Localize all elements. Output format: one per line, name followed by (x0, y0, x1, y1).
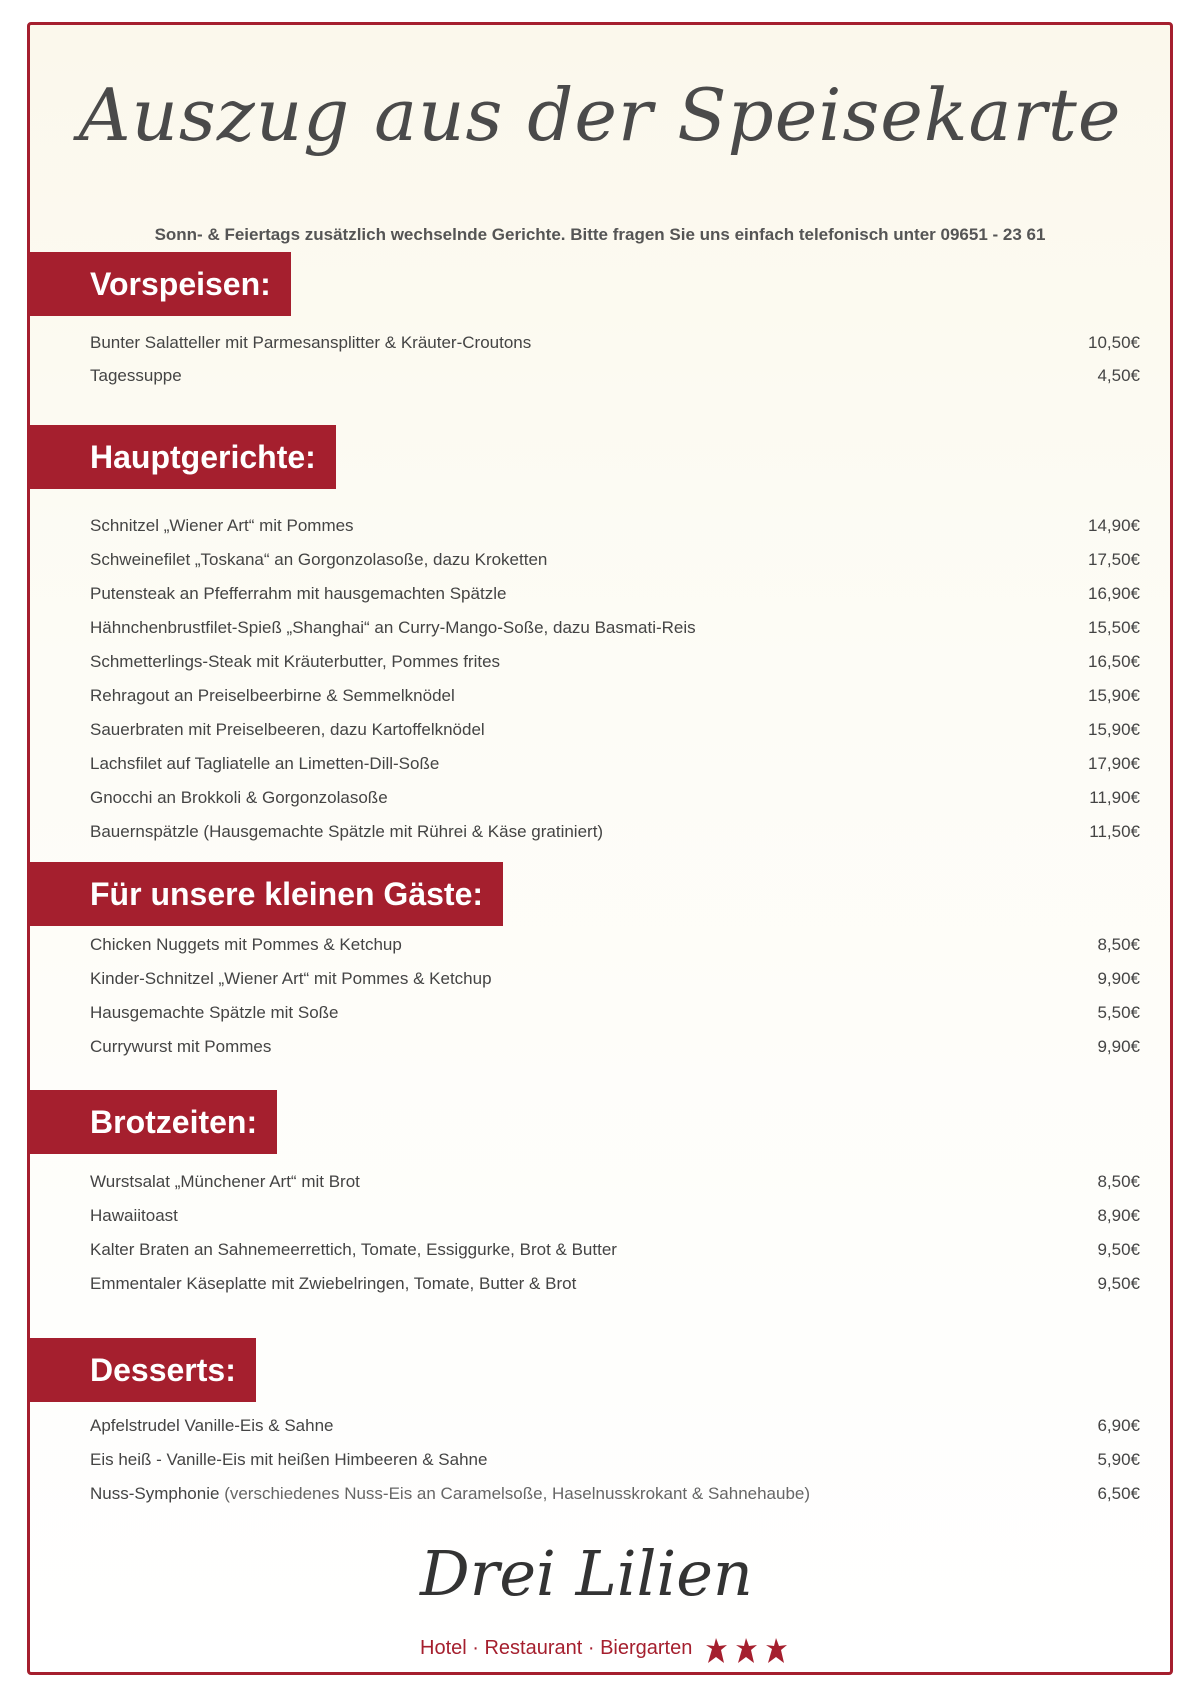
menu-item (90, 1167, 1140, 1197)
item-name-main: Nuss-Symphonie (90, 1484, 220, 1503)
item-price: 15,50€ (1088, 618, 1140, 637)
item-price: 17,50€ (1088, 550, 1140, 569)
menu-item (90, 1032, 1140, 1062)
item-price: 9,90€ (1097, 969, 1140, 988)
item-name: Schnitzel „Wiener Art“ mit Pommes (90, 516, 354, 535)
item-name: Emmentaler Käseplatte mit Zwiebelringen, Tomate, Butter & Brot (90, 1274, 577, 1293)
item-name: Bunter Salatteller mit Parmesansplitter & Kräuter-Croutons (90, 333, 532, 352)
item-price: 6,90€ (1097, 1416, 1140, 1435)
item-price: 16,90€ (1088, 584, 1140, 603)
page-title: Auszug aus der Speisekarte (78, 73, 1122, 157)
item-price: 9,90€ (1097, 1037, 1140, 1056)
logo-script: Drei Lilien (420, 1537, 753, 1610)
menu-item (90, 715, 1140, 745)
item-name: Currywurst mit Pommes (90, 1037, 272, 1056)
menu-item (90, 930, 1140, 960)
item-price: 4,50€ (1097, 366, 1140, 385)
item-name (90, 1479, 810, 1509)
item-price: 16,50€ (1088, 652, 1140, 671)
item-name: Bauernspätzle (Hausgemachte Spätzle mit Rührei & Käse gratiniert) (90, 822, 604, 841)
item-price: 8,90€ (1097, 1206, 1140, 1225)
section-header-desserts: Desserts: (30, 1338, 256, 1402)
item-name: Lachsfilet auf Tagliatelle an Limetten-Dill-Soße (90, 754, 440, 773)
item-name: Hawaiitoast (90, 1206, 178, 1225)
item-price: 9,50€ (1097, 1240, 1140, 1259)
item-note: (verschiedenes Nuss-Eis an Caramelsoße, Haselnusskrokant & Sahnehaube) (224, 1484, 811, 1503)
menu-item (90, 749, 1140, 779)
lily-icon (702, 1635, 792, 1665)
item-price: 8,50€ (1097, 935, 1140, 954)
menu-item (90, 1269, 1140, 1299)
menu-item (90, 613, 1140, 643)
item-name: Hähnchenbrustfilet-Spieß „Shanghai“ an Curry-Mango-Soße, dazu Basmati-Reis (90, 618, 696, 637)
item-name: Schmetterlings-Steak mit Kräuterbutter, Pommes frites (90, 652, 501, 671)
menu-item (90, 998, 1140, 1028)
menu-item (90, 1479, 1140, 1509)
item-price: 11,90€ (1089, 788, 1140, 807)
item-name: Gnocchi an Brokkoli & Gorgonzolasoße (90, 788, 388, 807)
item-name: Schweinefilet „Toskana“ an Gorgonzolasoße, dazu Kroketten (90, 550, 548, 569)
item-price: 15,90€ (1088, 686, 1140, 705)
item-name: Wurstsalat „Münchener Art“ mit Brot (90, 1172, 360, 1191)
item-name: Chicken Nuggets mit Pommes & Ketchup (90, 935, 402, 954)
section-header-kinder: Für unsere kleinen Gäste: (30, 862, 503, 926)
menu-item (90, 681, 1140, 711)
item-price: 9,50€ (1097, 1274, 1140, 1293)
item-price: 8,50€ (1097, 1172, 1140, 1191)
item-price: 15,90€ (1088, 720, 1140, 739)
item-price: 6,50€ (1097, 1484, 1140, 1503)
menu-item (90, 964, 1140, 994)
item-name: Rehragout an Preiselbeerbirne & Semmelknödel (90, 686, 455, 705)
menu-item (90, 647, 1140, 677)
item-price: 10,50€ (1088, 333, 1140, 352)
menu-item (90, 817, 1140, 847)
section-header-hauptgerichte: Hauptgerichte: (30, 425, 336, 489)
page-subtitle: Sonn- & Feiertags zusätzlich wechselnde Gerichte. Bitte fragen Sie uns einfach telefonisch unter 09651 - 23 61 (154, 225, 1046, 244)
item-name: Eis heiß - Vanille-Eis mit heißen Himbeeren & Sahne (90, 1450, 488, 1469)
menu-item (90, 361, 1140, 391)
menu-item (90, 1411, 1140, 1441)
menu-item (90, 545, 1140, 575)
item-price: 5,90€ (1097, 1450, 1140, 1469)
item-name: Hausgemachte Spätzle mit Soße (90, 1003, 339, 1022)
logo-tagline: Hotel · Restaurant · Biergarten (420, 1637, 693, 1659)
item-name: Putensteak an Pfefferrahm mit hausgemachten Spätzle (90, 584, 507, 603)
section-header-brotzeiten: Brotzeiten: (30, 1090, 277, 1154)
menu-item (90, 328, 1140, 358)
item-price: 5,50€ (1097, 1003, 1140, 1022)
item-price: 14,90€ (1088, 516, 1140, 535)
item-name: Kalter Braten an Sahnemeerrettich, Tomate, Essiggurke, Brot & Butter (90, 1240, 617, 1259)
item-name: Tagessuppe (90, 366, 182, 385)
item-price: 11,50€ (1089, 822, 1140, 841)
item-price: 17,90€ (1088, 754, 1140, 773)
restaurant-logo (420, 1537, 840, 1667)
menu-item (90, 1445, 1140, 1475)
menu-item (90, 511, 1140, 541)
menu-frame (27, 22, 1173, 1675)
item-name: Kinder-Schnitzel „Wiener Art“ mit Pommes & Ketchup (90, 969, 492, 988)
menu-item (90, 1235, 1140, 1265)
item-name: Sauerbraten mit Preiselbeeren, dazu Kartoffelknödel (90, 720, 485, 739)
menu-item (90, 783, 1140, 813)
item-name: Apfelstrudel Vanille-Eis & Sahne (90, 1416, 334, 1435)
menu-item (90, 1201, 1140, 1231)
menu-item (90, 579, 1140, 609)
section-header-vorspeisen: Vorspeisen: (30, 252, 291, 316)
